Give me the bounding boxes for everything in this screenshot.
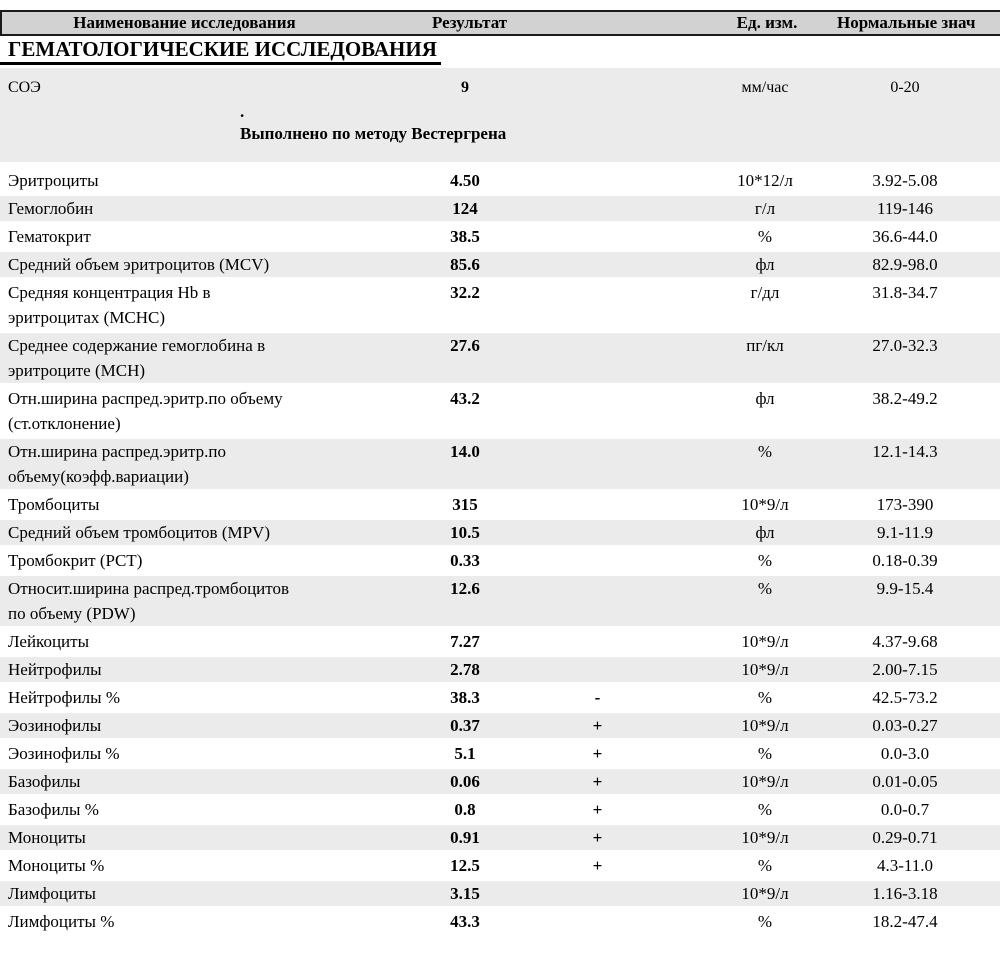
cell-name: Относит.ширина распред.тромбоцитов по объему (PDW) (8, 579, 290, 623)
cell-result: 38.5 (450, 227, 480, 246)
col-header-name: Наименование исследования (73, 13, 296, 32)
table-row (0, 439, 1000, 492)
cell-result: 12.5 (450, 856, 480, 875)
table-row (0, 853, 1000, 881)
cell-result: 0.8 (454, 800, 476, 819)
table-row (0, 825, 1000, 853)
cell-result: 43.3 (450, 912, 480, 931)
cell-unit: % (757, 442, 773, 461)
cell-name: Средний объем эритроцитов (MCV) (8, 255, 270, 274)
cell-normal: 27.0-32.3 (872, 336, 938, 355)
cell-flag: + (592, 828, 603, 847)
cell-result: 124 (452, 199, 478, 218)
cell-normal: 4.3-11.0 (876, 856, 934, 875)
cell-name: Лимфоциты (8, 884, 96, 903)
table-row (0, 909, 1000, 937)
table-row (0, 168, 1000, 196)
table-row (0, 548, 1000, 576)
cell-name: Тромбокрит (PCT) (8, 551, 143, 570)
cell-unit: 10*9/л (741, 716, 789, 735)
cell-result: 12.6 (450, 579, 480, 598)
cell-unit: мм/час (741, 79, 789, 96)
cell-flag: + (592, 744, 603, 763)
table-row (0, 520, 1000, 548)
cell-unit: 10*9/л (741, 772, 789, 791)
cell-normal: 0.29-0.71 (872, 828, 938, 847)
cell-name: Моноциты (8, 828, 86, 847)
cell-normal: 36.6-44.0 (872, 227, 938, 246)
table-row (0, 280, 1000, 333)
cell-result: 43.2 (450, 389, 480, 408)
table-row (0, 741, 1000, 769)
cell-name: Отн.ширина распред.эритр.по объему (ст.отклонение) (8, 389, 283, 433)
lab-report-page (0, 10, 1000, 977)
col-header-result: Результат (432, 13, 508, 32)
col-header-normal: Нормальные знач (837, 13, 976, 32)
cell-name: Гематокрит (8, 227, 91, 246)
cell-unit: фл (755, 389, 775, 408)
cell-name: Лейкоциты (8, 632, 89, 651)
cell-name: Средняя концентрация Hb в эритроцитах (MCHC) (8, 283, 211, 327)
col-header-flag (502, 12, 697, 14)
cell-name: СОЭ (8, 79, 41, 96)
cell-result: 10.5 (450, 523, 480, 542)
table-row (0, 333, 1000, 386)
cell-flag: + (592, 716, 603, 735)
table-row (0, 386, 1000, 439)
table-row (0, 196, 1000, 224)
cell-name: Нейтрофилы (8, 660, 102, 679)
cell-unit: г/л (754, 199, 776, 218)
cell-result: 38.3 (450, 688, 480, 707)
cell-flag: + (592, 800, 603, 819)
cell-flag: + (592, 772, 603, 791)
cell-normal: 82.9-98.0 (872, 255, 938, 274)
soe-block (0, 68, 1000, 162)
table-row (0, 769, 1000, 797)
cell-name: Тромбоциты (8, 495, 100, 514)
cell-unit: 10*9/л (741, 828, 789, 847)
cell-unit: % (757, 551, 773, 570)
cell-result: 0.91 (450, 828, 480, 847)
cell-name: Моноциты % (8, 856, 105, 875)
cell-name: Эозинофилы (8, 716, 102, 735)
table-row (0, 685, 1000, 713)
method-note: Выполнено по методу Вестергрена (240, 124, 507, 143)
cell-normal: 0-20 (890, 79, 920, 96)
cell-normal: 1.16-3.18 (872, 884, 938, 903)
cell-result: 0.33 (450, 551, 480, 570)
cell-normal: 18.2-47.4 (872, 912, 938, 931)
cell-normal: 0.0-0.7 (880, 800, 930, 819)
cell-name: Эозинофилы % (8, 744, 120, 763)
table-row (0, 576, 1000, 629)
cell-unit: % (757, 227, 773, 246)
section-heading: ГЕМАТОЛОГИЧЕСКИЕ ИССЛЕДОВАНИЯ (0, 39, 441, 65)
cell-normal: 2.00-7.15 (872, 660, 938, 679)
cell-unit: фл (755, 255, 775, 274)
cell-result: 27.6 (450, 336, 480, 355)
table-row (0, 629, 1000, 657)
cell-normal: 0.18-0.39 (872, 551, 938, 570)
cell-normal: 9.9-15.4 (876, 579, 934, 598)
table-row (0, 881, 1000, 909)
cell-name: Лимфоциты % (8, 912, 115, 931)
cell-result: 315 (452, 495, 478, 514)
cell-unit: г/дл (750, 283, 780, 302)
table-header-row (0, 10, 1000, 36)
cell-unit: % (757, 744, 773, 763)
cell-normal: 12.1-14.3 (872, 442, 938, 461)
cell-normal: 0.01-0.05 (872, 772, 938, 791)
cell-name: Эритроциты (8, 171, 99, 190)
cell-name: Базофилы (8, 772, 81, 791)
cell-normal: 38.2-49.2 (872, 389, 938, 408)
cell-name: Нейтрофилы % (8, 688, 120, 707)
cell-flag: + (592, 856, 603, 875)
table-row (0, 713, 1000, 741)
cell-result: 5.1 (454, 744, 476, 763)
cell-unit: % (757, 579, 773, 598)
cell-name: Базофилы % (8, 800, 99, 819)
cell-result: 32.2 (450, 283, 480, 302)
cell-result: 4.50 (450, 171, 480, 190)
cell-normal: 9.1-11.9 (876, 523, 934, 542)
cell-unit: % (757, 800, 773, 819)
table-row (0, 657, 1000, 685)
cell-normal: 4.37-9.68 (872, 632, 938, 651)
cell-result: 9 (461, 79, 469, 96)
cell-normal: 0.0-3.0 (880, 744, 930, 763)
table-row (0, 797, 1000, 825)
cell-result: 7.27 (450, 632, 480, 651)
cell-result: 14.0 (450, 442, 480, 461)
cell-name: Гемоглобин (8, 199, 94, 218)
table-row-soe (0, 75, 1000, 100)
cell-result: 0.37 (450, 716, 480, 735)
cell-normal: 0.03-0.27 (872, 716, 938, 735)
cell-normal: 3.92-5.08 (872, 171, 938, 190)
cell-result: 3.15 (450, 884, 480, 903)
cell-name: Средний объем тромбоцитов (MPV) (8, 523, 270, 542)
table-row (0, 252, 1000, 280)
section-heading-wrap (0, 39, 1000, 65)
cell-unit: 10*12/л (737, 171, 793, 190)
cell-unit: 10*9/л (741, 495, 789, 514)
cell-unit: фл (755, 523, 775, 542)
cell-normal: 31.8-34.7 (872, 283, 938, 302)
cell-result: 2.78 (450, 660, 480, 679)
cell-normal: 173-390 (876, 495, 934, 514)
cell-flag: - (594, 688, 601, 707)
cell-unit: % (757, 856, 773, 875)
table-row (0, 224, 1000, 252)
cell-normal: 42.5-73.2 (872, 688, 938, 707)
cell-unit: % (757, 912, 773, 931)
cell-result: 0.06 (450, 772, 480, 791)
cell-unit: 10*9/л (741, 884, 789, 903)
results-table-body (0, 168, 1000, 937)
cell-unit: 10*9/л (741, 660, 789, 679)
table-row (0, 492, 1000, 520)
cell-unit: % (757, 688, 773, 707)
cell-unit: 10*9/л (741, 632, 789, 651)
cell-name: Среднее содержание гемоглобина в эритроците (MCH) (8, 336, 266, 380)
cell-unit: пг/кл (746, 336, 784, 355)
cell-result: 85.6 (450, 255, 480, 274)
cell-normal: 119-146 (876, 199, 934, 218)
col-header-unit: Ед. изм. (736, 13, 798, 32)
cell-name: Отн.ширина распред.эритр.по объему(коэфф.вариации) (8, 442, 227, 486)
comment-dot: . (240, 102, 245, 121)
